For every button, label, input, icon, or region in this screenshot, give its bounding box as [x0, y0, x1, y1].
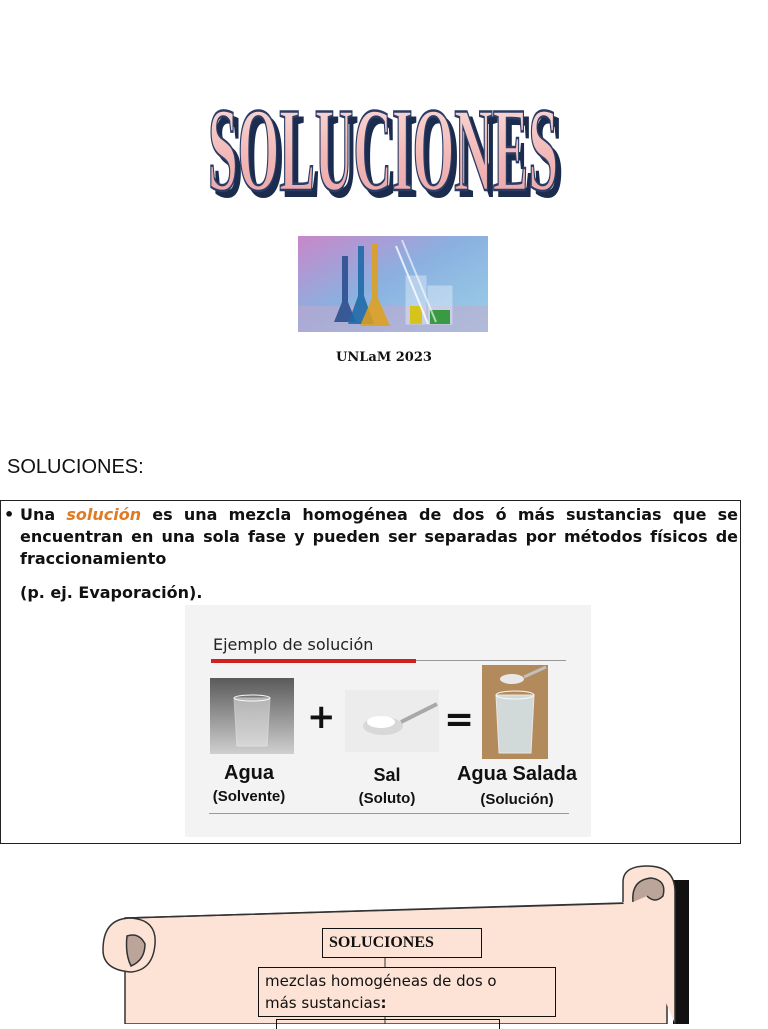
glass-of-water-icon — [210, 678, 294, 754]
wordart-shadow: SOLUCIONES — [213, 89, 563, 210]
plus-sign: + — [307, 697, 336, 737]
lab-glassware-photo — [298, 236, 488, 332]
concept-definition — [258, 967, 556, 1017]
example-note: (p. ej. Evaporación). — [20, 583, 203, 602]
definition-bullet — [4, 504, 738, 570]
equals-sign: = — [444, 699, 475, 740]
next-concept-box — [276, 1019, 500, 1029]
definition-colon: : — [380, 994, 387, 1012]
slide-heading: SOLUCIONES: — [7, 456, 144, 478]
definition-line2: más sustancias — [265, 994, 381, 1012]
definition-rest: es una mezcla homogénea de dos ó más sustancias que se encuentran en una sola fase y pueden ser separadas por métodos físicos de fraccionamiento — [20, 505, 739, 568]
spoon-of-salt-icon — [345, 690, 439, 752]
wordart-face: SOLUCIONES — [208, 83, 558, 210]
bottom-rule — [209, 813, 569, 814]
term-solucion: solución — [66, 505, 142, 524]
concept-title: SOLUCIONES — [322, 928, 482, 958]
wordart-title — [0, 60, 768, 210]
bullet-dot-icon: • — [4, 505, 15, 524]
label-solvente: (Solvente) — [212, 788, 286, 805]
label-agua: Agua — [224, 762, 274, 784]
definition-prefix: Una — [20, 505, 67, 524]
salted-water-glass-icon — [482, 665, 548, 759]
example-title: Ejemplo de solución — [213, 635, 374, 654]
definition-line1: mezclas homogéneas de dos o — [265, 972, 497, 990]
label-soluto: (Soluto) — [358, 790, 416, 807]
label-solucion: (Solución) — [480, 791, 554, 808]
label-sal: Sal — [373, 765, 401, 785]
subtitle: UNLaM 2023 — [336, 350, 432, 365]
title-rule — [416, 660, 566, 661]
definition-text — [20, 504, 738, 570]
label-agua-salada: Agua Salada — [456, 763, 578, 785]
solution-example-figure — [185, 605, 591, 837]
title-underline — [211, 659, 416, 663]
